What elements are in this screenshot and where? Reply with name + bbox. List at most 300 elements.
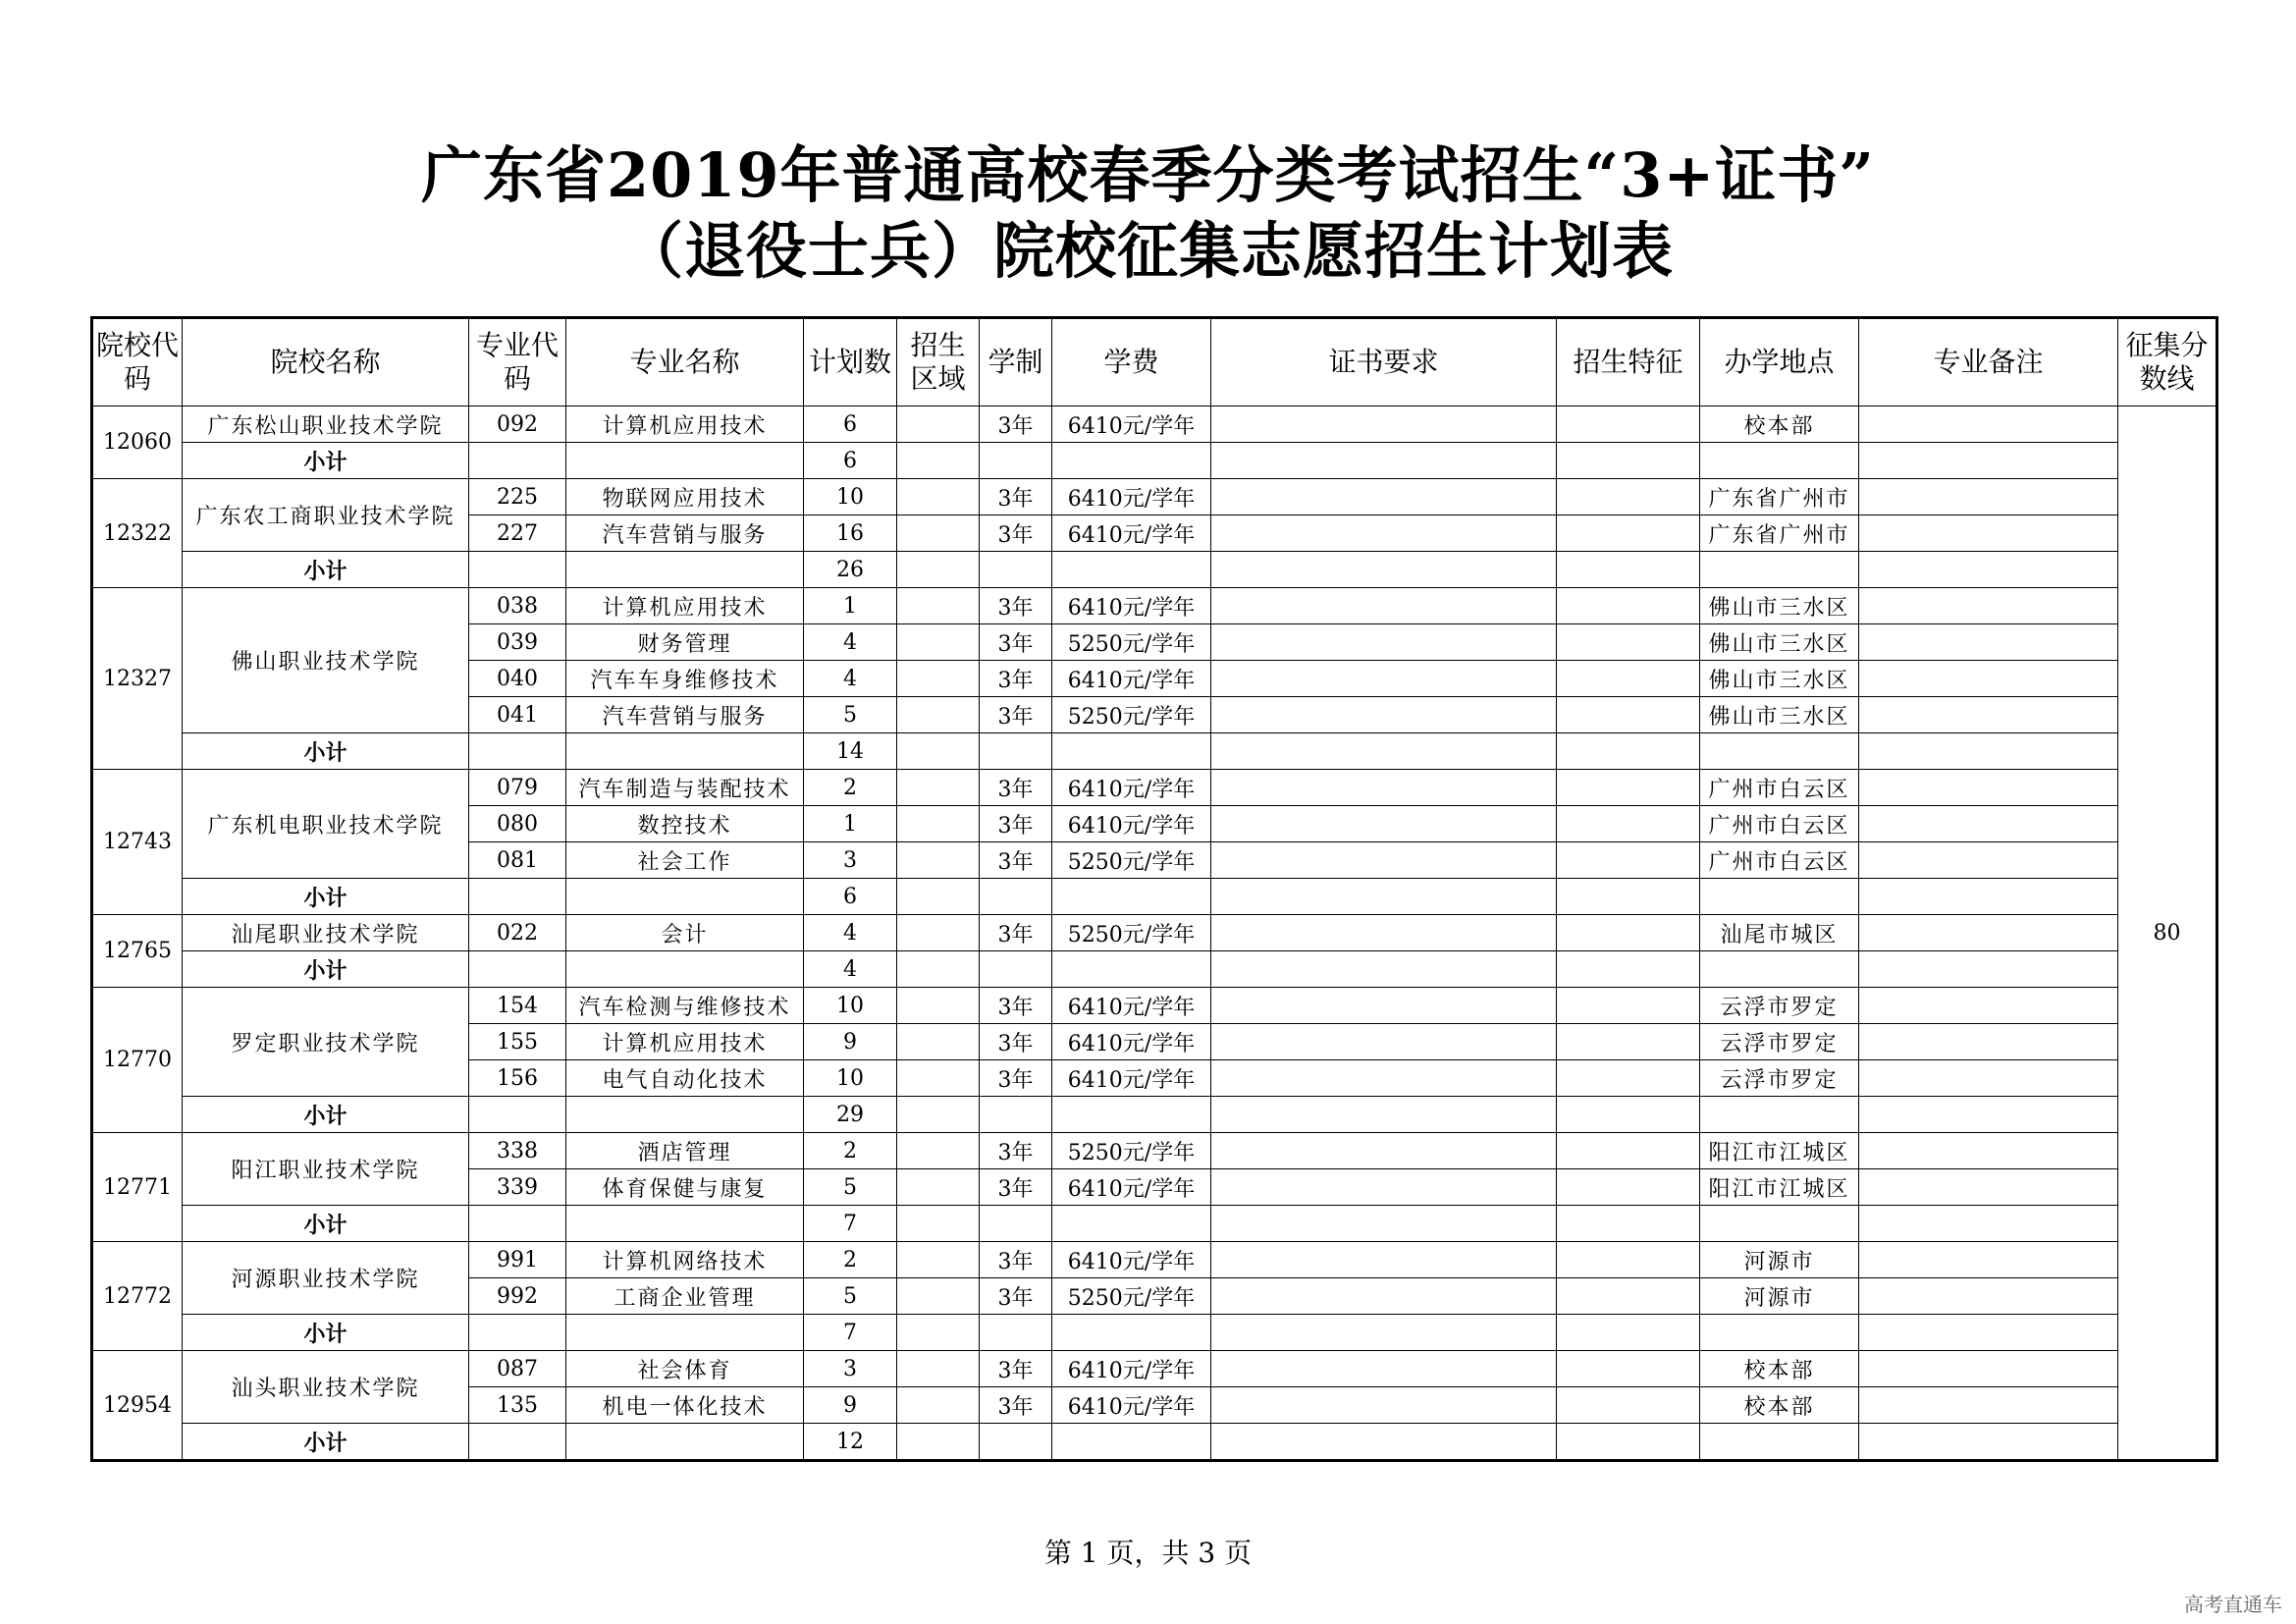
major-name-cell bbox=[566, 1424, 804, 1461]
region-cell bbox=[897, 806, 980, 842]
remark-cell bbox=[1859, 1242, 2118, 1278]
major-name-cell: 汽车车身维修技术 bbox=[566, 661, 804, 697]
remark-cell bbox=[1859, 624, 2118, 661]
subtotal-value-cell: 29 bbox=[804, 1097, 897, 1133]
region-cell bbox=[897, 1424, 980, 1461]
plan-count-cell: 1 bbox=[804, 588, 897, 624]
location-cell bbox=[1700, 1315, 1859, 1351]
remark-cell bbox=[1859, 1424, 2118, 1461]
certificate-cell bbox=[1211, 515, 1557, 552]
fee-cell: 5250元/学年 bbox=[1052, 697, 1211, 733]
fee-cell: 5250元/学年 bbox=[1052, 1278, 1211, 1315]
remark-cell bbox=[1859, 1387, 2118, 1424]
years-cell: 3年 bbox=[980, 806, 1052, 842]
years-cell bbox=[980, 1424, 1052, 1461]
location-cell bbox=[1700, 879, 1859, 915]
major-code-cell: 339 bbox=[469, 1169, 566, 1206]
feature-cell bbox=[1557, 406, 1700, 443]
region-cell bbox=[897, 951, 980, 988]
subtotal-label-cell: 小计 bbox=[183, 443, 469, 479]
region-cell bbox=[897, 1060, 980, 1097]
certificate-cell bbox=[1211, 552, 1557, 588]
years-cell: 3年 bbox=[980, 479, 1052, 515]
fee-cell: 6410元/学年 bbox=[1052, 988, 1211, 1024]
major-code-cell: 041 bbox=[469, 697, 566, 733]
subtotal-label-cell: 小计 bbox=[183, 1206, 469, 1242]
subtotal-row bbox=[92, 951, 2217, 988]
years-cell: 3年 bbox=[980, 1351, 1052, 1387]
major-code-cell bbox=[469, 1424, 566, 1461]
location-cell bbox=[1700, 443, 1859, 479]
fee-cell: 6410元/学年 bbox=[1052, 1242, 1211, 1278]
major-name-cell: 酒店管理 bbox=[566, 1133, 804, 1169]
major-name-cell: 计算机网络技术 bbox=[566, 1242, 804, 1278]
certificate-cell bbox=[1211, 1060, 1557, 1097]
feature-cell bbox=[1557, 479, 1700, 515]
table-row bbox=[92, 1133, 2217, 1169]
major-code-cell bbox=[469, 1315, 566, 1351]
major-code-cell bbox=[469, 1206, 566, 1242]
region-cell bbox=[897, 915, 980, 951]
table-row bbox=[92, 1351, 2217, 1387]
certificate-cell bbox=[1211, 1315, 1557, 1351]
header-feature: 招生特征 bbox=[1557, 318, 1700, 406]
plan-count-cell: 9 bbox=[804, 1024, 897, 1060]
years-cell: 3年 bbox=[980, 697, 1052, 733]
remark-cell bbox=[1859, 951, 2118, 988]
table-row bbox=[92, 406, 2217, 443]
feature-cell bbox=[1557, 733, 1700, 770]
remark-cell bbox=[1859, 1351, 2118, 1387]
major-code-cell bbox=[469, 1097, 566, 1133]
header-school-code: 院校代码 bbox=[92, 318, 183, 406]
years-cell bbox=[980, 733, 1052, 770]
certificate-cell bbox=[1211, 879, 1557, 915]
plan-count-cell: 4 bbox=[804, 661, 897, 697]
major-name-cell bbox=[566, 733, 804, 770]
major-code-cell: 155 bbox=[469, 1024, 566, 1060]
subtotal-value-cell: 6 bbox=[804, 879, 897, 915]
major-name-cell bbox=[566, 443, 804, 479]
header-location: 办学地点 bbox=[1700, 318, 1859, 406]
header-school-name: 院校名称 bbox=[183, 318, 469, 406]
major-name-cell bbox=[566, 1097, 804, 1133]
major-name-cell bbox=[566, 879, 804, 915]
school-name-cell: 阳江职业技术学院 bbox=[183, 1133, 469, 1206]
feature-cell bbox=[1557, 879, 1700, 915]
location-cell: 校本部 bbox=[1700, 1387, 1859, 1424]
remark-cell bbox=[1859, 515, 2118, 552]
major-code-cell: 991 bbox=[469, 1242, 566, 1278]
major-name-cell: 计算机应用技术 bbox=[566, 406, 804, 443]
certificate-cell bbox=[1211, 988, 1557, 1024]
major-name-cell bbox=[566, 552, 804, 588]
location-cell: 云浮市罗定 bbox=[1700, 988, 1859, 1024]
feature-cell bbox=[1557, 1315, 1700, 1351]
region-cell bbox=[897, 443, 980, 479]
plan-count-cell: 10 bbox=[804, 988, 897, 1024]
major-name-cell bbox=[566, 1206, 804, 1242]
major-code-cell bbox=[469, 443, 566, 479]
years-cell bbox=[980, 879, 1052, 915]
watermark: 高考直通车 bbox=[2184, 1593, 2282, 1616]
table-row bbox=[92, 1242, 2217, 1278]
table-row bbox=[92, 770, 2217, 806]
region-cell bbox=[897, 1351, 980, 1387]
table-row bbox=[92, 479, 2217, 515]
remark-cell bbox=[1859, 1097, 2118, 1133]
major-code-cell: 079 bbox=[469, 770, 566, 806]
remark-cell bbox=[1859, 443, 2118, 479]
fee-cell bbox=[1052, 1206, 1211, 1242]
certificate-cell bbox=[1211, 1351, 1557, 1387]
region-cell bbox=[897, 552, 980, 588]
region-cell bbox=[897, 1133, 980, 1169]
fee-cell bbox=[1052, 1097, 1211, 1133]
plan-count-cell: 10 bbox=[804, 479, 897, 515]
certificate-cell bbox=[1211, 479, 1557, 515]
school-code-cell: 12771 bbox=[92, 1133, 183, 1242]
plan-count-cell: 3 bbox=[804, 1351, 897, 1387]
subtotal-row bbox=[92, 1206, 2217, 1242]
header-fee: 学费 bbox=[1052, 318, 1211, 406]
enrollment-plan-table bbox=[90, 316, 2218, 1462]
region-cell bbox=[897, 1278, 980, 1315]
school-name-cell: 广东机电职业技术学院 bbox=[183, 770, 469, 879]
school-name-cell: 汕头职业技术学院 bbox=[183, 1351, 469, 1424]
region-cell bbox=[897, 1387, 980, 1424]
feature-cell bbox=[1557, 661, 1700, 697]
school-code-cell: 12954 bbox=[92, 1351, 183, 1461]
header-score-line: 征集分数线 bbox=[2118, 318, 2217, 406]
region-cell bbox=[897, 1242, 980, 1278]
table-body bbox=[92, 406, 2217, 1461]
major-name-cell: 机电一体化技术 bbox=[566, 1387, 804, 1424]
years-cell bbox=[980, 552, 1052, 588]
subtotal-row bbox=[92, 1424, 2217, 1461]
major-code-cell: 039 bbox=[469, 624, 566, 661]
certificate-cell bbox=[1211, 770, 1557, 806]
region-cell bbox=[897, 1097, 980, 1133]
fee-cell bbox=[1052, 733, 1211, 770]
years-cell: 3年 bbox=[980, 624, 1052, 661]
feature-cell bbox=[1557, 624, 1700, 661]
remark-cell bbox=[1859, 1060, 2118, 1097]
document-title-line1: 广东省2019年普通高校春季分类考试招生“3+证书” bbox=[421, 139, 1875, 211]
remark-cell bbox=[1859, 479, 2118, 515]
fee-cell: 5250元/学年 bbox=[1052, 915, 1211, 951]
major-code-cell: 040 bbox=[469, 661, 566, 697]
major-code-cell: 081 bbox=[469, 842, 566, 879]
feature-cell bbox=[1557, 1133, 1700, 1169]
major-name-cell: 汽车营销与服务 bbox=[566, 515, 804, 552]
subtotal-label-cell: 小计 bbox=[183, 1097, 469, 1133]
major-code-cell bbox=[469, 733, 566, 770]
major-code-cell: 338 bbox=[469, 1133, 566, 1169]
fee-cell bbox=[1052, 879, 1211, 915]
years-cell: 3年 bbox=[980, 1387, 1052, 1424]
school-code-cell: 12327 bbox=[92, 588, 183, 770]
subtotal-label-cell: 小计 bbox=[183, 552, 469, 588]
feature-cell bbox=[1557, 842, 1700, 879]
certificate-cell bbox=[1211, 733, 1557, 770]
major-name-cell bbox=[566, 1315, 804, 1351]
fee-cell: 6410元/学年 bbox=[1052, 479, 1211, 515]
fee-cell bbox=[1052, 1315, 1211, 1351]
fee-cell: 5250元/学年 bbox=[1052, 624, 1211, 661]
years-cell: 3年 bbox=[980, 1024, 1052, 1060]
subtotal-value-cell: 14 bbox=[804, 733, 897, 770]
years-cell bbox=[980, 1206, 1052, 1242]
feature-cell bbox=[1557, 806, 1700, 842]
major-code-cell: 992 bbox=[469, 1278, 566, 1315]
header-region: 招生区域 bbox=[897, 318, 980, 406]
major-name-cell: 汽车营销与服务 bbox=[566, 697, 804, 733]
fee-cell bbox=[1052, 552, 1211, 588]
remark-cell bbox=[1859, 770, 2118, 806]
fee-cell: 6410元/学年 bbox=[1052, 1024, 1211, 1060]
plan-count-cell: 1 bbox=[804, 806, 897, 842]
years-cell: 3年 bbox=[980, 406, 1052, 443]
region-cell bbox=[897, 624, 980, 661]
school-code-cell: 12770 bbox=[92, 988, 183, 1133]
years-cell: 3年 bbox=[980, 988, 1052, 1024]
certificate-cell bbox=[1211, 951, 1557, 988]
major-name-cell: 电气自动化技术 bbox=[566, 1060, 804, 1097]
school-name-cell: 罗定职业技术学院 bbox=[183, 988, 469, 1097]
fee-cell: 6410元/学年 bbox=[1052, 1169, 1211, 1206]
location-cell: 校本部 bbox=[1700, 1351, 1859, 1387]
plan-count-cell: 6 bbox=[804, 406, 897, 443]
subtotal-value-cell: 7 bbox=[804, 1206, 897, 1242]
remark-cell bbox=[1859, 842, 2118, 879]
fee-cell: 6410元/学年 bbox=[1052, 806, 1211, 842]
certificate-cell bbox=[1211, 1133, 1557, 1169]
location-cell: 河源市 bbox=[1700, 1278, 1859, 1315]
feature-cell bbox=[1557, 770, 1700, 806]
years-cell: 3年 bbox=[980, 588, 1052, 624]
fee-cell bbox=[1052, 1424, 1211, 1461]
subtotal-value-cell: 6 bbox=[804, 443, 897, 479]
certificate-cell bbox=[1211, 1097, 1557, 1133]
school-code-cell: 12743 bbox=[92, 770, 183, 915]
major-name-cell: 社会工作 bbox=[566, 842, 804, 879]
fee-cell: 6410元/学年 bbox=[1052, 1387, 1211, 1424]
page-footer: 第 1 页，共 3 页 bbox=[1043, 1537, 1253, 1569]
region-cell bbox=[897, 1024, 980, 1060]
region-cell bbox=[897, 406, 980, 443]
region-cell bbox=[897, 1206, 980, 1242]
years-cell: 3年 bbox=[980, 842, 1052, 879]
fee-cell: 6410元/学年 bbox=[1052, 515, 1211, 552]
fee-cell bbox=[1052, 443, 1211, 479]
table-header-row bbox=[92, 318, 2217, 406]
location-cell bbox=[1700, 733, 1859, 770]
major-name-cell: 计算机应用技术 bbox=[566, 1024, 804, 1060]
years-cell: 3年 bbox=[980, 915, 1052, 951]
certificate-cell bbox=[1211, 915, 1557, 951]
certificate-cell bbox=[1211, 1387, 1557, 1424]
plan-count-cell: 5 bbox=[804, 1278, 897, 1315]
school-name-cell: 佛山职业技术学院 bbox=[183, 588, 469, 733]
certificate-cell bbox=[1211, 1169, 1557, 1206]
header-major-code: 专业代码 bbox=[469, 318, 566, 406]
subtotal-value-cell: 12 bbox=[804, 1424, 897, 1461]
plan-count-cell: 2 bbox=[804, 770, 897, 806]
plan-count-cell: 10 bbox=[804, 1060, 897, 1097]
remark-cell bbox=[1859, 552, 2118, 588]
location-cell: 广州市白云区 bbox=[1700, 806, 1859, 842]
subtotal-value-cell: 7 bbox=[804, 1315, 897, 1351]
location-cell bbox=[1700, 1424, 1859, 1461]
region-cell bbox=[897, 842, 980, 879]
major-name-cell: 汽车制造与装配技术 bbox=[566, 770, 804, 806]
feature-cell bbox=[1557, 552, 1700, 588]
location-cell: 广东省广州市 bbox=[1700, 479, 1859, 515]
location-cell: 佛山市三水区 bbox=[1700, 661, 1859, 697]
header-years: 学制 bbox=[980, 318, 1052, 406]
remark-cell bbox=[1859, 879, 2118, 915]
location-cell: 阳江市江城区 bbox=[1700, 1169, 1859, 1206]
school-name-cell: 河源职业技术学院 bbox=[183, 1242, 469, 1315]
feature-cell bbox=[1557, 1387, 1700, 1424]
location-cell: 云浮市罗定 bbox=[1700, 1060, 1859, 1097]
school-code-cell: 12765 bbox=[92, 915, 183, 988]
location-cell: 佛山市三水区 bbox=[1700, 588, 1859, 624]
subtotal-value-cell: 26 bbox=[804, 552, 897, 588]
certificate-cell bbox=[1211, 1424, 1557, 1461]
remark-cell bbox=[1859, 915, 2118, 951]
remark-cell bbox=[1859, 661, 2118, 697]
feature-cell bbox=[1557, 1278, 1700, 1315]
school-code-cell: 12322 bbox=[92, 479, 183, 588]
major-code-cell: 225 bbox=[469, 479, 566, 515]
plan-count-cell: 9 bbox=[804, 1387, 897, 1424]
subtotal-row bbox=[92, 1097, 2217, 1133]
subtotal-label-cell: 小计 bbox=[183, 1424, 469, 1461]
years-cell: 3年 bbox=[980, 770, 1052, 806]
remark-cell bbox=[1859, 1024, 2118, 1060]
region-cell bbox=[897, 588, 980, 624]
region-cell bbox=[897, 479, 980, 515]
location-cell bbox=[1700, 1097, 1859, 1133]
major-name-cell: 物联网应用技术 bbox=[566, 479, 804, 515]
location-cell bbox=[1700, 1206, 1859, 1242]
major-code-cell bbox=[469, 879, 566, 915]
major-name-cell: 会计 bbox=[566, 915, 804, 951]
major-name-cell: 数控技术 bbox=[566, 806, 804, 842]
plan-count-cell: 16 bbox=[804, 515, 897, 552]
years-cell: 3年 bbox=[980, 661, 1052, 697]
major-name-cell: 财务管理 bbox=[566, 624, 804, 661]
location-cell bbox=[1700, 552, 1859, 588]
remark-cell bbox=[1859, 1206, 2118, 1242]
remark-cell bbox=[1859, 1278, 2118, 1315]
region-cell bbox=[897, 661, 980, 697]
major-code-cell bbox=[469, 552, 566, 588]
fee-cell: 6410元/学年 bbox=[1052, 406, 1211, 443]
feature-cell bbox=[1557, 1024, 1700, 1060]
years-cell bbox=[980, 951, 1052, 988]
location-cell: 广州市白云区 bbox=[1700, 770, 1859, 806]
subtotal-row bbox=[92, 1315, 2217, 1351]
major-code-cell: 227 bbox=[469, 515, 566, 552]
certificate-cell bbox=[1211, 1278, 1557, 1315]
subtotal-label-cell: 小计 bbox=[183, 733, 469, 770]
location-cell: 汕尾市城区 bbox=[1700, 915, 1859, 951]
remark-cell bbox=[1859, 1169, 2118, 1206]
school-name-cell: 广东农工商职业技术学院 bbox=[183, 479, 469, 552]
feature-cell bbox=[1557, 951, 1700, 988]
school-code-cell: 12772 bbox=[92, 1242, 183, 1351]
major-code-cell: 080 bbox=[469, 806, 566, 842]
feature-cell bbox=[1557, 588, 1700, 624]
fee-cell bbox=[1052, 951, 1211, 988]
major-name-cell: 体育保健与康复 bbox=[566, 1169, 804, 1206]
plan-count-cell: 4 bbox=[804, 624, 897, 661]
feature-cell bbox=[1557, 1169, 1700, 1206]
region-cell bbox=[897, 697, 980, 733]
subtotal-row bbox=[92, 733, 2217, 770]
feature-cell bbox=[1557, 1206, 1700, 1242]
remark-cell bbox=[1859, 733, 2118, 770]
certificate-cell bbox=[1211, 806, 1557, 842]
remark-cell bbox=[1859, 1133, 2118, 1169]
certificate-cell bbox=[1211, 588, 1557, 624]
years-cell: 3年 bbox=[980, 1169, 1052, 1206]
school-code-cell: 12060 bbox=[92, 406, 183, 479]
years-cell: 3年 bbox=[980, 515, 1052, 552]
certificate-cell bbox=[1211, 661, 1557, 697]
table-row bbox=[92, 915, 2217, 951]
major-name-cell: 汽车检测与维修技术 bbox=[566, 988, 804, 1024]
region-cell bbox=[897, 515, 980, 552]
certificate-cell bbox=[1211, 443, 1557, 479]
region-cell bbox=[897, 1169, 980, 1206]
location-cell bbox=[1700, 951, 1859, 988]
certificate-cell bbox=[1211, 624, 1557, 661]
document-title-line2: （退役士兵）院校征集志愿招生计划表 bbox=[621, 215, 1674, 287]
table-row bbox=[92, 988, 2217, 1024]
years-cell: 3年 bbox=[980, 1278, 1052, 1315]
major-code-cell: 135 bbox=[469, 1387, 566, 1424]
years-cell bbox=[980, 1097, 1052, 1133]
header-major-name: 专业名称 bbox=[566, 318, 804, 406]
subtotal-label-cell: 小计 bbox=[183, 879, 469, 915]
major-code-cell bbox=[469, 951, 566, 988]
header-certificate: 证书要求 bbox=[1211, 318, 1557, 406]
feature-cell bbox=[1557, 988, 1700, 1024]
certificate-cell bbox=[1211, 697, 1557, 733]
location-cell: 河源市 bbox=[1700, 1242, 1859, 1278]
feature-cell bbox=[1557, 1242, 1700, 1278]
location-cell: 校本部 bbox=[1700, 406, 1859, 443]
fee-cell: 6410元/学年 bbox=[1052, 770, 1211, 806]
remark-cell bbox=[1859, 988, 2118, 1024]
subtotal-row bbox=[92, 879, 2217, 915]
subtotal-row bbox=[92, 552, 2217, 588]
subtotal-label-cell: 小计 bbox=[183, 951, 469, 988]
location-cell: 云浮市罗定 bbox=[1700, 1024, 1859, 1060]
feature-cell bbox=[1557, 1351, 1700, 1387]
major-code-cell: 038 bbox=[469, 588, 566, 624]
remark-cell bbox=[1859, 588, 2118, 624]
remark-cell bbox=[1859, 806, 2118, 842]
header-remark: 专业备注 bbox=[1859, 318, 2118, 406]
feature-cell bbox=[1557, 1097, 1700, 1133]
major-code-cell: 022 bbox=[469, 915, 566, 951]
years-cell bbox=[980, 1315, 1052, 1351]
